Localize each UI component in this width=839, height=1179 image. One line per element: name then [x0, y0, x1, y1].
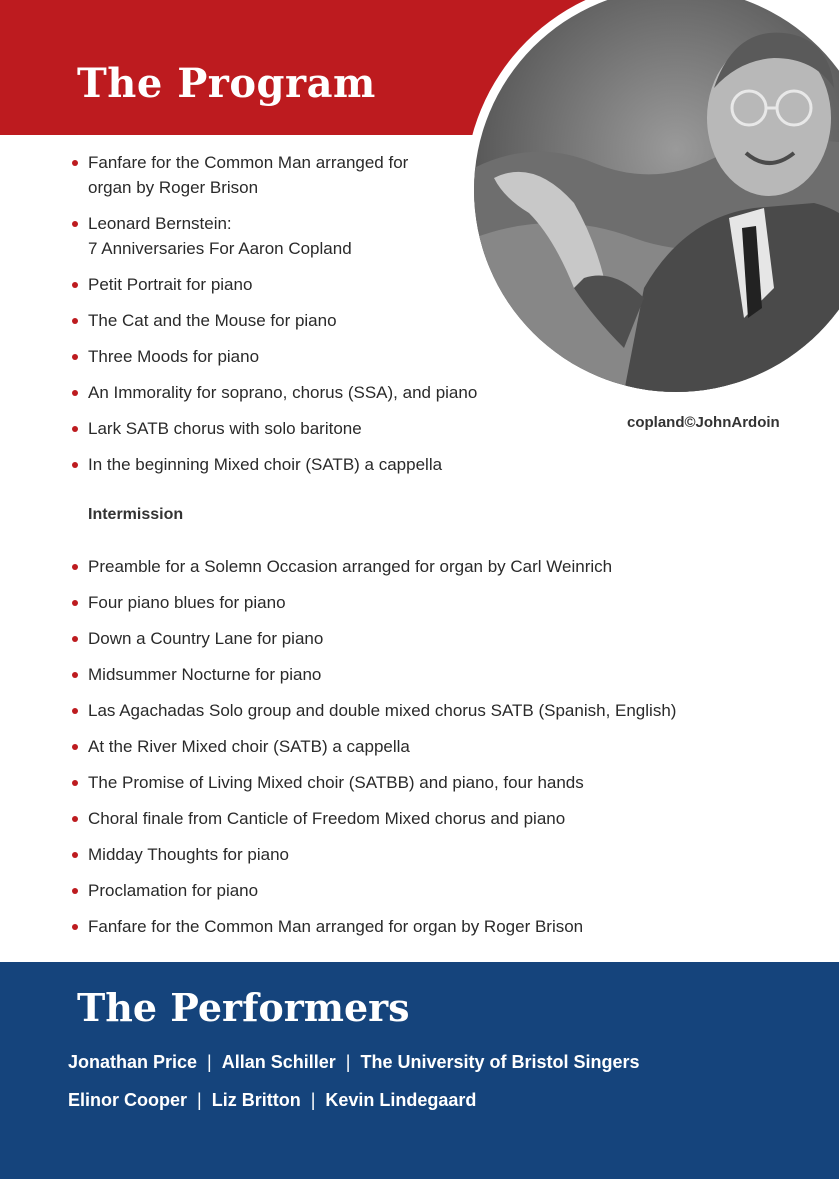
program-item: In the beginning Mixed choir (SATB) a cappella — [88, 452, 478, 477]
program-item: Proclamation for piano — [88, 878, 788, 903]
separator: | — [207, 1052, 212, 1072]
program-title: The Program — [77, 60, 376, 107]
program-list-part1 — [88, 150, 478, 488]
performer-name: Elinor Cooper — [68, 1090, 188, 1110]
program-item: Down a Country Lane for piano — [88, 626, 788, 651]
program-item: An Immorality for soprano, chorus (SSA), and piano — [88, 380, 478, 405]
intermission-label: Intermission — [88, 506, 184, 523]
program-item: Fanfare for the Common Man arranged for organ by Roger Brison — [88, 150, 478, 200]
separator: | — [310, 1090, 316, 1110]
program-item: Four piano blues for piano — [88, 590, 788, 615]
program-item: Fanfare for the Common Man arranged for organ by Roger Brison — [88, 914, 788, 939]
performer-name: Liz Britton — [211, 1090, 301, 1110]
program-item: The Promise of Living Mixed choir (SATBB) and piano, four hands — [88, 770, 788, 795]
performers-title: The Performers — [77, 985, 410, 1030]
program-item: At the River Mixed choir (SATB) a cappella — [88, 734, 788, 759]
performers-line-2 — [68, 1090, 476, 1111]
program-list-part2 — [88, 554, 788, 950]
program-item: Midday Thoughts for piano — [88, 842, 788, 867]
performer-name: Kevin Lindegaard — [325, 1090, 477, 1110]
performers-line-1 — [68, 1052, 640, 1073]
program-item: Midsummer Nocturne for piano — [88, 662, 788, 687]
photo-caption: copland©JohnArdoin — [627, 414, 780, 431]
program-item: Las Agachadas Solo group and double mixed chorus SATB (Spanish, English) — [88, 698, 788, 723]
program-item: Petit Portrait for piano — [88, 272, 478, 297]
separator: | — [197, 1090, 202, 1110]
program-item: Lark SATB chorus with solo baritone — [88, 416, 478, 441]
program-item: Leonard Bernstein: 7 Anniversaries For Aaron Copland — [88, 211, 478, 261]
performer-name: Jonathan Price — [68, 1052, 198, 1072]
performer-name: The University of Bristol Singers — [360, 1052, 640, 1072]
program-item: The Cat and the Mouse for piano — [88, 308, 478, 333]
program-item: Choral finale from Canticle of Freedom Mixed chorus and piano — [88, 806, 788, 831]
separator: | — [345, 1052, 351, 1072]
performer-name: Allan Schiller — [221, 1052, 336, 1072]
program-item: Preamble for a Solemn Occasion arranged for organ by Carl Weinrich — [88, 554, 788, 579]
program-item: Three Moods for piano — [88, 344, 478, 369]
